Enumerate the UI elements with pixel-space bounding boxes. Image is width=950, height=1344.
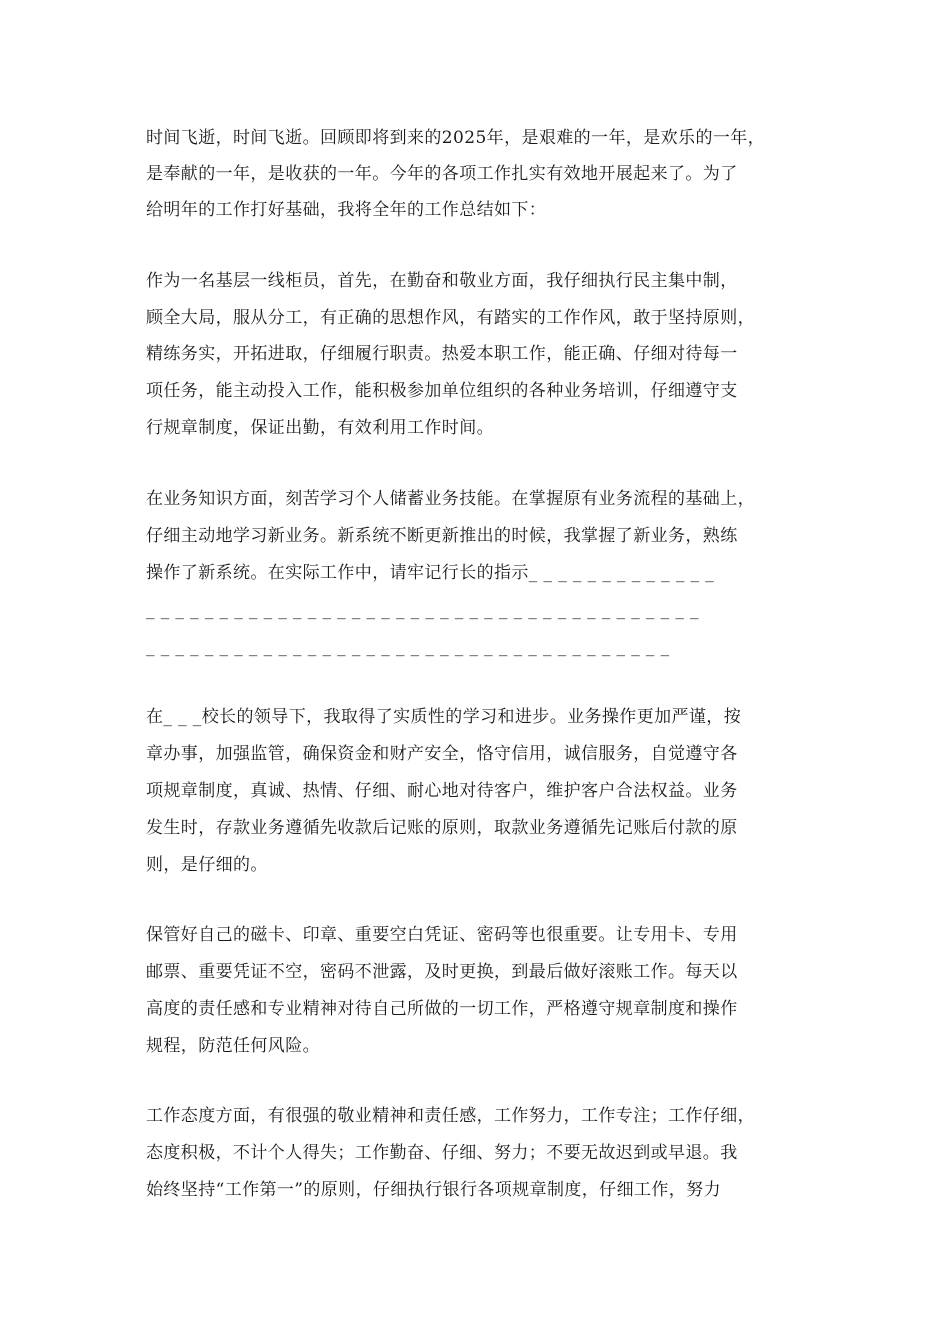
paragraph-5-line-1: 保管好自己的磁卡、印章、重要空白凭证、密码等也很重要。让专用卡、专用 bbox=[146, 925, 738, 945]
paragraph-4-line-5: 则，是仔细的。 bbox=[146, 855, 268, 875]
paragraph-6-line-3: 始终坚持“工作第一”的原则，仔细执行银行各项规章制度，仔细工作，努力 bbox=[146, 1180, 721, 1200]
paragraph-4-line-2: 章办事，加强监管，确保资金和财产安全，恪守信用，诚信服务，自觉遵守各 bbox=[146, 744, 738, 764]
paragraph-4-line-1: 在_ _ _校长的领导下，我取得了实质性的学习和进步。业务操作更加严谨，按 bbox=[146, 707, 742, 727]
paragraph-2-line-4: 项任务，能主动投入工作，能积极参加单位组织的各种业务培训，仔细遵守支 bbox=[146, 381, 738, 401]
paragraph-6-line-1: 工作态度方面，有很强的敬业精神和责任感，工作努力，工作专注；工作仔细， bbox=[146, 1106, 755, 1126]
paragraph-6-line-2: 态度积极，不计个人得失；工作勤奋、仔细、努力；不要无故迟到或早退。我 bbox=[146, 1143, 738, 1163]
paragraph-5-line-2: 邮票、重要凭证不空，密码不泄露，及时更换，到最后做好滚账工作。每天以 bbox=[146, 962, 738, 982]
paragraph-3-line-5: _ _ _ _ _ _ _ _ _ _ _ _ _ _ _ _ _ _ _ _ _ _ _ _ _ _ _ _ _ _ _ _ _ _ _ _ bbox=[146, 637, 670, 657]
paragraph-1-line-3: 给明年的工作打好基础，我将全年的工作总结如下： bbox=[146, 200, 547, 220]
paragraph-3-line-4: _ _ _ _ _ _ _ _ _ _ _ _ _ _ _ _ _ _ _ _ _ _ _ _ _ _ _ _ _ _ _ _ _ _ _ _ _ _ bbox=[146, 600, 699, 620]
paragraph-3-line-1: 在业务知识方面，刻苦学习个人储蓄业务技能。在掌握原有业务流程的基础上， bbox=[146, 489, 755, 509]
paragraph-3-line-2: 仔细主动地学习新业务。新系统不断更新推出的时候，我掌握了新业务，熟练 bbox=[146, 526, 738, 546]
paragraph-5-line-4: 规程，防范任何风险。 bbox=[146, 1036, 320, 1056]
paragraph-2-line-3: 精练务实，开拓进取，仔细履行职责。热爱本职工作，能正确、仔细对待每一 bbox=[146, 344, 738, 364]
paragraph-2-line-1: 作为一名基层一线柜员，首先，在勤奋和敬业方面，我仔细执行民主集中制， bbox=[146, 271, 738, 291]
paragraph-4-line-3: 项规章制度，真诚、热情、仔细、耐心地对待客户，维护客户合法权益。业务 bbox=[146, 781, 738, 801]
paragraph-2-line-5: 行规章制度，保证出勤，有效利用工作时间。 bbox=[146, 418, 494, 438]
paragraph-1-line-1: 时间飞逝，时间飞逝。回顾即将到来的2025年，是艰难的一年，是欢乐的一年， bbox=[146, 128, 766, 148]
paragraph-5-line-3: 高度的责任感和专业精神对待自己所做的一切工作，严格遵守规章制度和操作 bbox=[146, 999, 738, 1019]
paragraph-2-line-2: 顾全大局，服从分工，有正确的思想作风，有踏实的工作作风，敢于坚持原则， bbox=[146, 308, 755, 328]
paragraph-4-line-4: 发生时，存款业务遵循先收款后记账的原则，取款业务遵循先记账后付款的原 bbox=[146, 818, 738, 838]
paragraph-3-line-3: 操作了新系统。在实际工作中，请牢记行长的指示_ _ _ _ _ _ _ _ _ _ _ _ _ bbox=[146, 563, 715, 583]
paragraph-1-line-2: 是奉献的一年，是收获的一年。今年的各项工作扎实有效地开展起来了。为了 bbox=[146, 164, 738, 184]
